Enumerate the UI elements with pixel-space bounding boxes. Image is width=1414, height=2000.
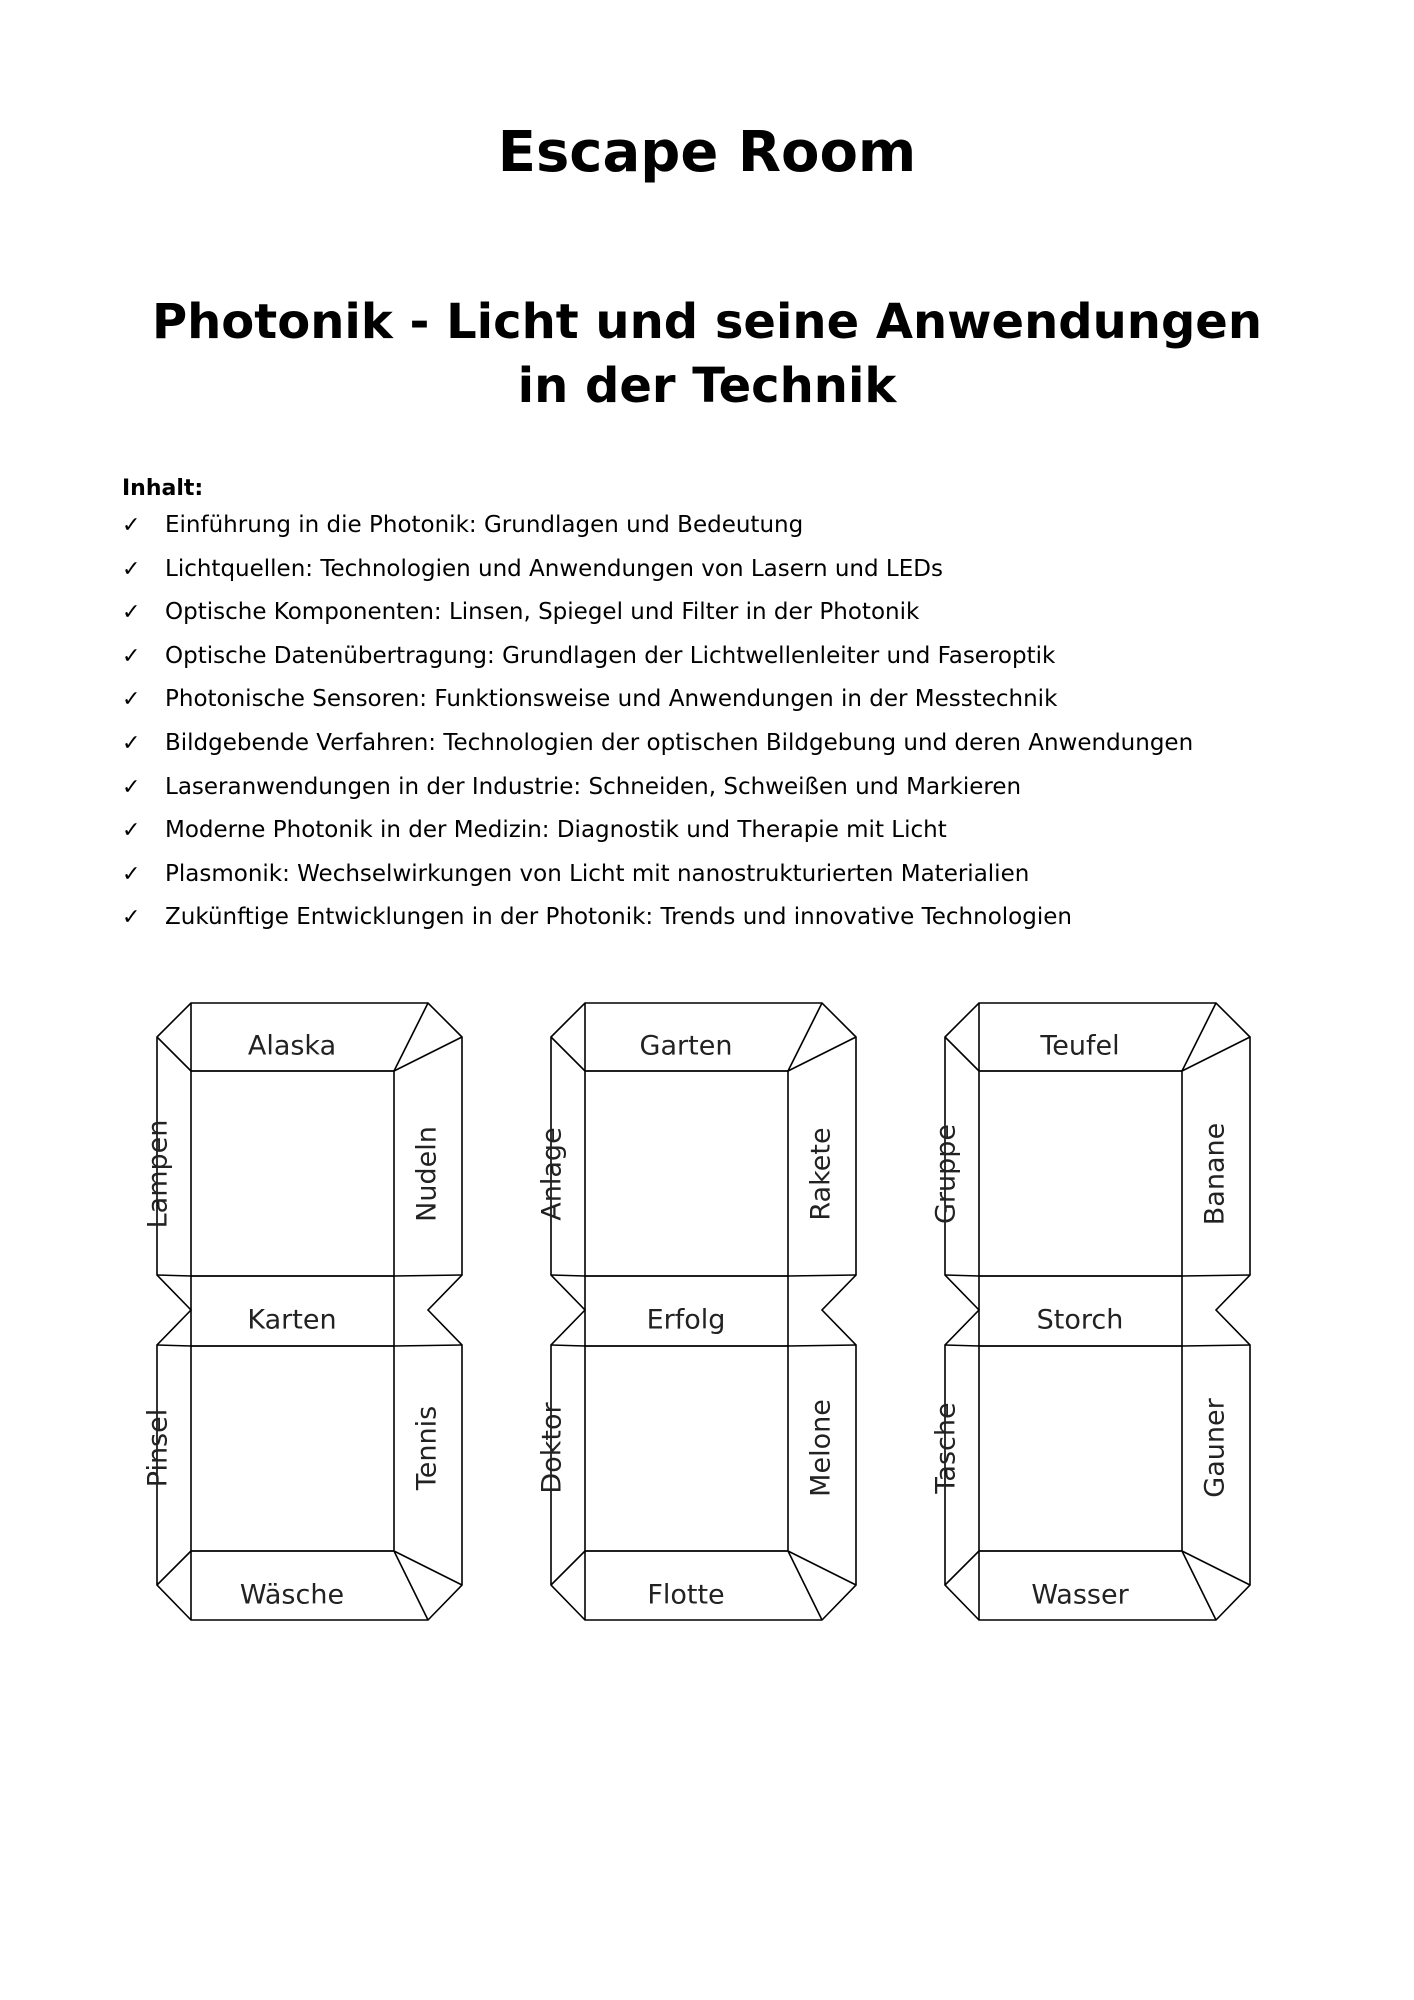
segment-label-upper-left: Anlage xyxy=(536,1127,568,1221)
contents-item-text: Bildgebende Verfahren: Technologien der optischen Bildgebung und deren Anwendungen xyxy=(165,729,1194,756)
segment-label-middle: Karten xyxy=(247,1304,337,1336)
contents-item-text: Moderne Photonik in der Medizin: Diagnostik und Therapie mit Licht xyxy=(165,817,947,844)
segment-label-upper-left: Gruppe xyxy=(930,1123,962,1225)
page-subtitle: Photonik - Licht und seine Anwendungen in der Technik xyxy=(151,294,1263,414)
segment-edge xyxy=(394,1003,428,1071)
puzzle-figure xyxy=(537,1003,857,1620)
segment-edge xyxy=(394,1037,462,1071)
answer-box xyxy=(979,1346,1182,1551)
segment-label-top: Garten xyxy=(639,1030,733,1062)
segment-edge xyxy=(788,1003,822,1071)
segment-label-upper-right: Banane xyxy=(1199,1122,1231,1226)
puzzle-figure xyxy=(143,1003,463,1620)
contents-item-text: Optische Komponenten: Linsen, Spiegel und Filter in der Photonik xyxy=(165,599,920,626)
segment-edge xyxy=(394,1551,462,1585)
segment-edge xyxy=(945,1275,979,1276)
segment-edge xyxy=(157,1275,191,1276)
check-icon: ✓ xyxy=(122,556,141,582)
segment-edge xyxy=(551,1037,585,1071)
answer-box xyxy=(585,1071,788,1276)
puzzle-figure xyxy=(931,1003,1251,1620)
segment-edge xyxy=(788,1037,856,1071)
page-title: Escape Room xyxy=(497,120,917,185)
segment-label-upper-right: Nudeln xyxy=(411,1126,443,1222)
check-icon: ✓ xyxy=(122,600,141,626)
answer-box xyxy=(585,1346,788,1551)
contents-item-text: Plasmonik: Wechselwirkungen von Licht mit nanostrukturierten Materialien xyxy=(165,860,1030,887)
segment-edge xyxy=(945,1551,979,1585)
segment-edge xyxy=(1182,1345,1250,1346)
check-icon: ✓ xyxy=(122,861,141,887)
segment-label-middle: Erfolg xyxy=(646,1304,726,1336)
segment-edge xyxy=(551,1275,585,1276)
contents-heading: Inhalt: xyxy=(122,476,204,501)
segment-label-upper-left: Lampen xyxy=(142,1119,174,1229)
segment-edge xyxy=(1182,1003,1216,1071)
segment-label-upper-right: Rakete xyxy=(805,1127,837,1221)
check-icon: ✓ xyxy=(122,513,141,538)
segment-label-lower-right: Melone xyxy=(805,1399,837,1497)
check-icon: ✓ xyxy=(122,730,141,756)
segment-label-lower-right: Gauner xyxy=(1199,1398,1231,1498)
check-icon: ✓ xyxy=(122,687,141,713)
segment-edge xyxy=(394,1275,462,1276)
segment-edge xyxy=(157,1551,191,1585)
segment-edge xyxy=(1182,1551,1216,1620)
segment-label-top: Alaska xyxy=(247,1030,337,1062)
check-icon: ✓ xyxy=(122,774,141,800)
contents-item-text: Optische Datenübertragung: Grundlagen der Lichtwellenleiter und Faseroptik xyxy=(165,642,1056,669)
segment-edge xyxy=(1182,1037,1250,1071)
segment-edge xyxy=(945,1345,979,1346)
segment-label-top: Teufel xyxy=(1040,1030,1120,1062)
segment-edge xyxy=(788,1345,856,1346)
answer-box xyxy=(191,1346,394,1551)
check-icon: ✓ xyxy=(122,643,141,669)
segment-edge xyxy=(945,1037,979,1071)
contents-item-text: Einführung in die Photonik: Grundlagen und Bedeutung xyxy=(165,512,804,538)
segment-label-lower-left: Tasche xyxy=(930,1402,962,1494)
segment-label-lower-right: Tennis xyxy=(411,1405,443,1491)
segment-label-middle: Storch xyxy=(1036,1304,1124,1336)
segment-label-bottom: Wasser xyxy=(1031,1579,1129,1611)
segment-edge xyxy=(157,1345,191,1346)
answer-box xyxy=(191,1071,394,1276)
segment-edge xyxy=(788,1275,856,1276)
segment-edge xyxy=(788,1551,822,1620)
contents-item-text: Lichtquellen: Technologien und Anwendungen von Lasern und LEDs xyxy=(165,555,943,582)
segment-edge xyxy=(394,1345,462,1346)
segment-label-bottom: Flotte xyxy=(647,1579,725,1611)
segment-edge xyxy=(1182,1551,1250,1585)
answer-box xyxy=(979,1071,1182,1276)
segment-label-lower-left: Doktor xyxy=(536,1402,568,1494)
check-icon: ✓ xyxy=(122,905,141,931)
segment-edge xyxy=(788,1551,856,1585)
contents-item-text: Zukünftige Entwicklungen in der Photonik: Trends und innovative Technologien xyxy=(165,904,1072,931)
segment-edge xyxy=(394,1551,428,1620)
segment-edge xyxy=(551,1345,585,1346)
segment-edge xyxy=(1182,1275,1250,1276)
contents-item-text: Photonische Sensoren: Funktionsweise und Anwendungen in der Messtechnik xyxy=(165,686,1058,713)
segment-edge xyxy=(157,1037,191,1071)
check-icon: ✓ xyxy=(122,818,141,844)
contents-item-text: Laseranwendungen in der Industrie: Schneiden, Schweißen und Markieren xyxy=(165,773,1022,800)
segment-label-lower-left: Pinsel xyxy=(142,1408,174,1488)
segment-edge xyxy=(551,1551,585,1585)
segment-label-bottom: Wäsche xyxy=(239,1579,345,1611)
